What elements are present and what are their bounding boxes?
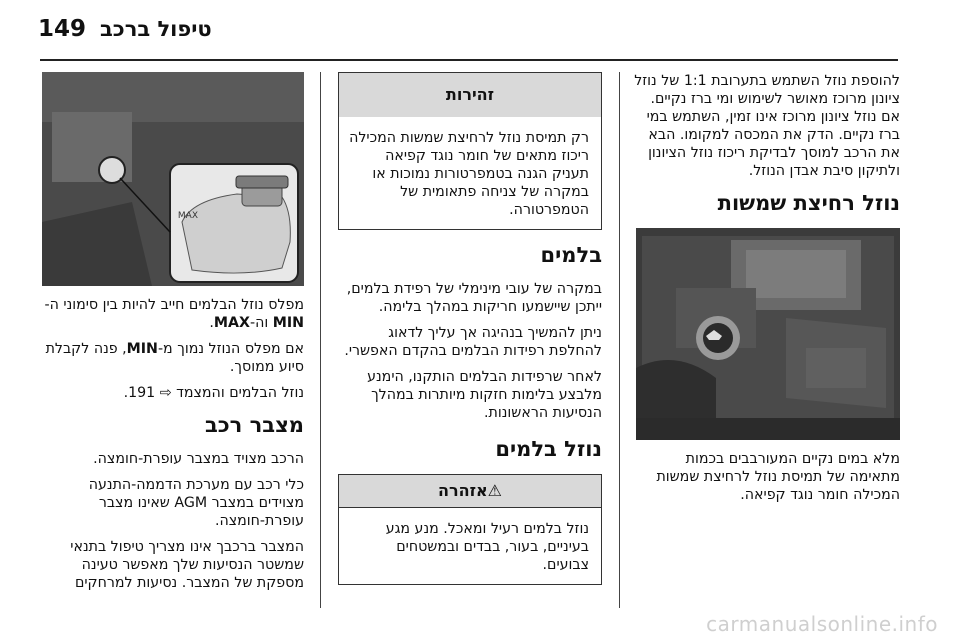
caution-title: זהירות <box>339 73 601 117</box>
page-title: טיפול ברכב <box>100 17 212 41</box>
washer-fluid-heading: נוזל רחיצת שמשות <box>717 191 900 215</box>
washer-fluid-paragraph: מלא במים נקיים המעורבבים בכמות מתאימה של תמיסת נוזל לרחיצת שמשות המכילה חומר נוגד קפיאה. <box>656 451 900 503</box>
brake-low-paragraph: אם מפלס הנוזל נמוך מ-MIN, פנה לקבלת סיוע ממוסך. <box>45 341 304 375</box>
brakes-paragraph-3: לאחר שרפידות הבלמים הותקנו, הימנע מלבצע בלימות חזקות מיותרות במהלך הנסיעות הראשונות. <box>367 369 602 421</box>
brake-fluid-reservoir-photo <box>42 72 304 286</box>
warning-box <box>338 474 602 585</box>
middle-column <box>338 72 602 585</box>
battery-paragraph-2: כלי רכב עם מערכת הדממה-התנעה מצוידים במצבר AGM שאינו מצבר עופרת-חומצה. <box>88 477 304 529</box>
coolant-refill-paragraph: להוספת נוזל השתמש בתערובת 1:1 של נוזל ציונון מרוכז מאושר לשימוש ומי ברז נקיים. אם נוזל ציונון מרוכז אינו זמין, השתמש במי ברז נקיים. הדק את המכסה למקומו. הבא את הרכב למוסך לבדיקת ריכוז נוזל הציונון ולתיקון סיבת אבדן הנוזל. <box>634 73 900 179</box>
brake-level-paragraph: מפלס נוזל הבלמים חייב להיות בין סימוני ה-MIN וה-MAX. <box>44 297 304 331</box>
header-rule <box>40 59 898 61</box>
watermark: carmanualsonline.info <box>706 612 938 636</box>
warning-title: אזהרה <box>437 481 488 500</box>
brake-fluid-heading: נוזל בלמים <box>495 437 602 461</box>
page-header <box>0 0 960 60</box>
min-mark: MIN <box>272 315 304 331</box>
caution-box <box>338 72 602 230</box>
battery-paragraph-3: המצבר ברכבך אינו מצריך טיפול בתנאי שמשטר הנסיעות שלך מאפשר טעינה מספקת של המצבר. נסיעות למרחקים <box>70 539 304 591</box>
battery-heading: מצבר רכב <box>204 413 304 437</box>
right-column <box>634 72 900 512</box>
warning-text: נוזל בלמים רעיל ומאכל. מנע מגע בעיניים, בעור, בבדים ובמשטחים צבועים. <box>385 521 589 573</box>
brake-reservoir-illustration <box>42 72 304 286</box>
brake-fluid-reference: נוזל הבלמים והמצמד ⇨ 191. <box>123 385 304 401</box>
brakes-heading: בלמים <box>540 243 602 267</box>
brakes-paragraph-2: ניתן להמשיך בנהיגה אך עליך לדאוג להחלפת רפידות הבלמים בהקדם האפשרי. <box>344 325 602 359</box>
caution-text: רק תמיסת נוזל לרחיצת שמשות המכילה ריכוז מתאים של חומר נוגד קפיאה תעניק הגנה בטמפרטורות נמוכות או במקרה של צניחה פתאומית של הטמפרטורה. <box>349 130 589 218</box>
warning-header <box>339 475 601 508</box>
max-mark-text: MAX <box>213 315 250 331</box>
left-column <box>40 72 304 600</box>
max-mark: MAX <box>177 211 198 221</box>
battery-paragraph-1: הרכב מצויד במצבר עופרת-חומצה. <box>93 451 304 467</box>
column-divider-right <box>619 72 620 608</box>
warning-triangle-icon: ⚠ <box>487 481 502 500</box>
column-divider-left <box>320 72 321 608</box>
brakes-paragraph-1: במקרה של עובי מינימלי של רפידת בלמים, ייתכן שיישמעו חריקות במהלך בלימה. <box>346 281 602 315</box>
washer-reservoir-illustration <box>636 228 900 440</box>
washer-reservoir-photo <box>636 228 900 440</box>
page-number: 149 <box>38 16 87 42</box>
